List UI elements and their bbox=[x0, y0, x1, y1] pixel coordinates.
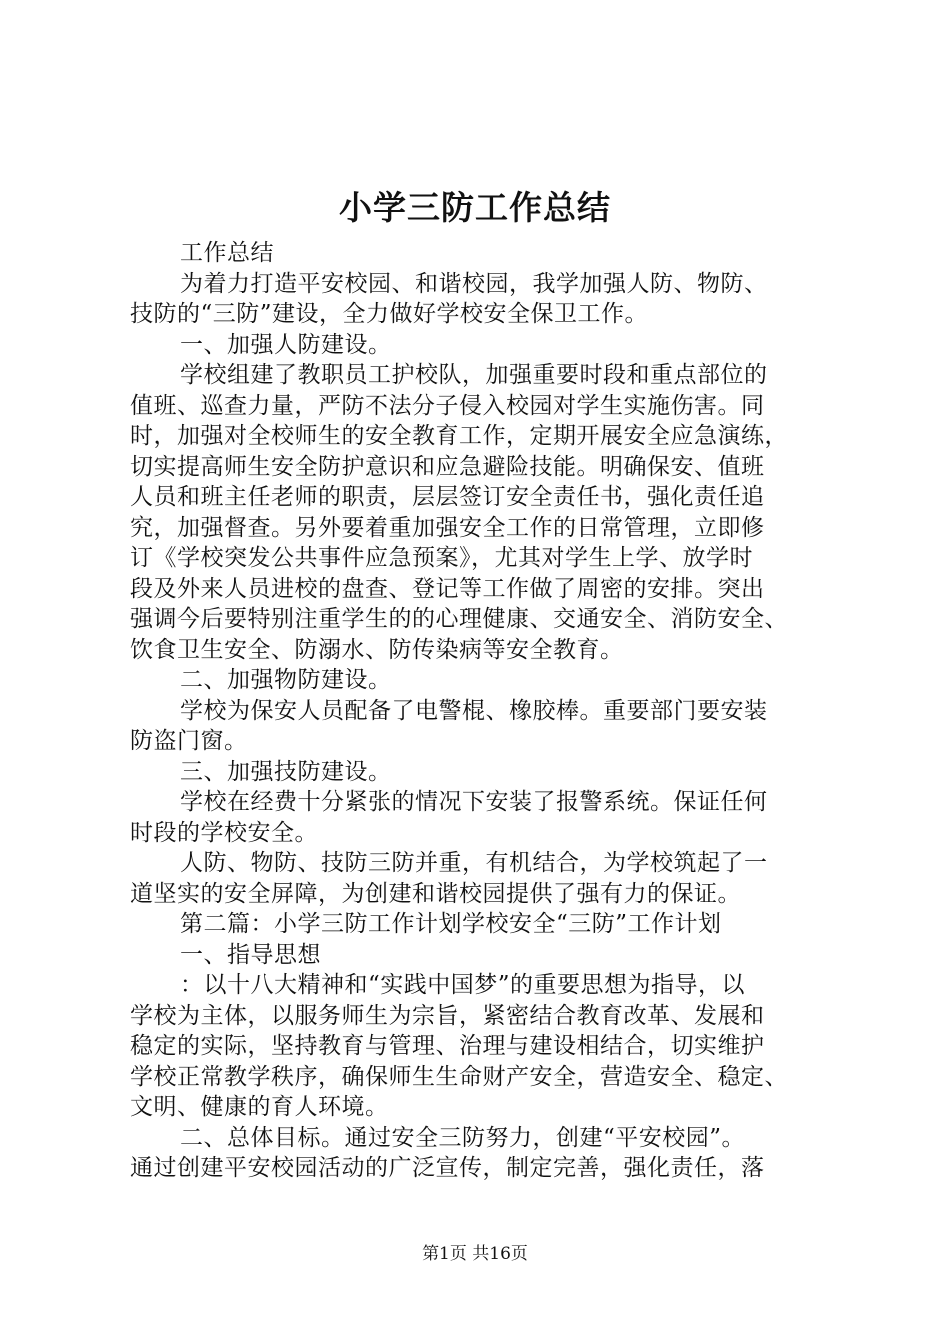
text-line: 订《学校突发公共事件应急预案》，尤其对学生上学、放学时 bbox=[130, 545, 753, 571]
text-line: 为着力打造平安校园、和谐校园，我学加强人防、物防、 bbox=[180, 270, 768, 297]
document-body bbox=[130, 238, 835, 1184]
text-line: 段及外来人员进校的盘查、登记等工作做了周密的安排。突出 bbox=[130, 575, 765, 602]
text-line: 三、加强技防建设。 bbox=[180, 758, 392, 785]
text-line: 人防、物防、技防三防并重，有机结合，为学校筑起了一 bbox=[180, 850, 768, 876]
text-line: 人员和班主任老师的职责，层层签订安全责任书，强化责任追 bbox=[130, 484, 765, 510]
text-line: 饮食卫生安全、防溺水、防传染病等安全教育。 bbox=[130, 636, 624, 663]
text-line: 学校在经费十分紧张的情况下安装了报警系统。保证任何 bbox=[180, 789, 768, 815]
text-line: 值班、巡查力量，严防不法分子侵入校园对学生实施伤害。同 bbox=[130, 392, 765, 419]
document-title: 小学三防工作总结 bbox=[339, 188, 611, 227]
text-line: 防盗门窗。 bbox=[130, 728, 248, 754]
text-line: 第二篇：小学三防工作计划学校安全“三防”工作计划 bbox=[180, 911, 722, 937]
text-line: 学校为保安人员配备了电警棍、橡胶棒。重要部门要安装 bbox=[180, 697, 768, 724]
text-line: 技防的“三防”建设，全力做好学校安全保卫工作。 bbox=[130, 301, 649, 327]
text-line: 通过创建平安校园活动的广泛宣传，制定完善，强化责任，落 bbox=[130, 1155, 765, 1181]
text-line: 一、加强人防建设。 bbox=[180, 331, 392, 358]
text-line: 一、指导思想 bbox=[180, 941, 321, 968]
text-line: 工作总结 bbox=[180, 240, 274, 266]
text-line: 时，加强对全校师生的安全教育工作，定期开展安全应急演练， bbox=[130, 423, 788, 449]
text-line: 切实提高师生安全防护意识和应急避险技能。明确保安、值班 bbox=[130, 453, 765, 480]
text-line: 时段的学校安全。 bbox=[130, 819, 318, 846]
text-line: 稳定的实际，坚持教育与管理、治理与建设相结合，切实维护 bbox=[130, 1033, 765, 1059]
text-line: 学校正常教学秩序，确保师生生命财产安全，营造安全、稳定、 bbox=[130, 1063, 788, 1090]
text-line: 强调今后要特别注重学生的的心理健康、交通安全、消防安全、 bbox=[130, 606, 788, 632]
text-line: 二、加强物防建设。 bbox=[180, 667, 392, 693]
text-line: 学校为主体，以服务师生为宗旨，紧密结合教育改革、发展和 bbox=[130, 1002, 765, 1029]
text-line: 究，加强督查。另外要着重加强安全工作的日常管理，立即修 bbox=[130, 514, 765, 541]
text-line: ：以十八大精神和“实践中国梦”的重要思想为指导，以 bbox=[180, 972, 746, 998]
page-footer: 第1页 共16页 bbox=[422, 1244, 528, 1264]
text-line: 道坚实的安全屏障，为创建和谐校园提供了强有力的保证。 bbox=[130, 880, 741, 907]
text-line: 二、总体目标。通过安全三防努力，创建“平安校园”。 bbox=[180, 1124, 746, 1151]
text-line: 文明、健康的育人环境。 bbox=[130, 1094, 389, 1120]
text-line: 学校组建了教职员工护校队，加强重要时段和重点部位的 bbox=[180, 362, 768, 388]
